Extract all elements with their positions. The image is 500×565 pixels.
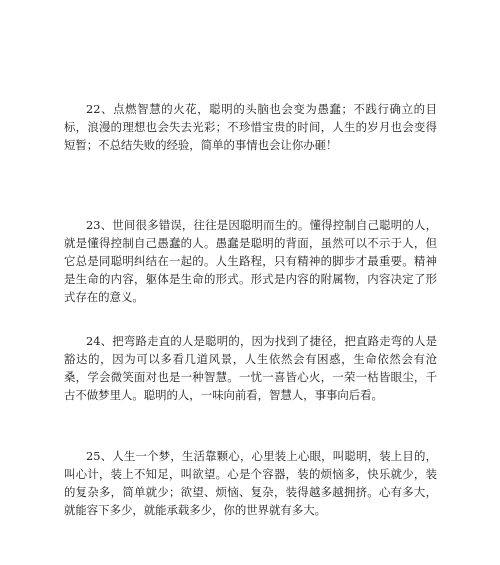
- paragraph-23: 23、世间很多错误，往往是因聪明而生的。懂得控制自己聪明的人，就是懂得控制自己愚蠢的人。愚蠢是聪明的背面，虽然可以不示于人，但它总是同聪明纠结在一起的。人生路程，只有精神的脚步才最重要。精神是生命的内容，躯体是生命的形式。形式是内容的附属物，内容决定了形式存在的意义。: [64, 218, 437, 304]
- paragraph-24: 24、把弯路走直的人是聪明的，因为找到了捷径，把直路走弯的人是豁达的，因为可以多看几道风景，人生依然会有困惑，生命依然会有沧桑，学会微笑面对也是一种智慧。一忧一喜皆心火，一荣一枯皆眼尘，千古不做梦里人。聪明的人，一味向前看，智慧人，事事向后看。: [64, 334, 437, 402]
- paragraph-25: 25、人生一个梦，生活靠颗心，心里装上心眼，叫聪明，装上目的，叫心计，装上不知足，叫欲望。心是个容器，装的烦恼多，快乐就少，装的复杂多，简单就少；欲望、烦恼、复杂，装得越多越拥挤。心有多大，就能容下多少，就能承载多少，你的世界就有多大。: [64, 449, 437, 517]
- paragraph-22: 22、点燃智慧的火花，聪明的头脑也会变为愚蠢；不践行确立的目标，浪漫的理想也会失去光彩；不珍惜宝贵的时间，人生的岁月也会变得短暂；不总结失败的经验，简单的事情也会让你办砸！: [64, 102, 437, 152]
